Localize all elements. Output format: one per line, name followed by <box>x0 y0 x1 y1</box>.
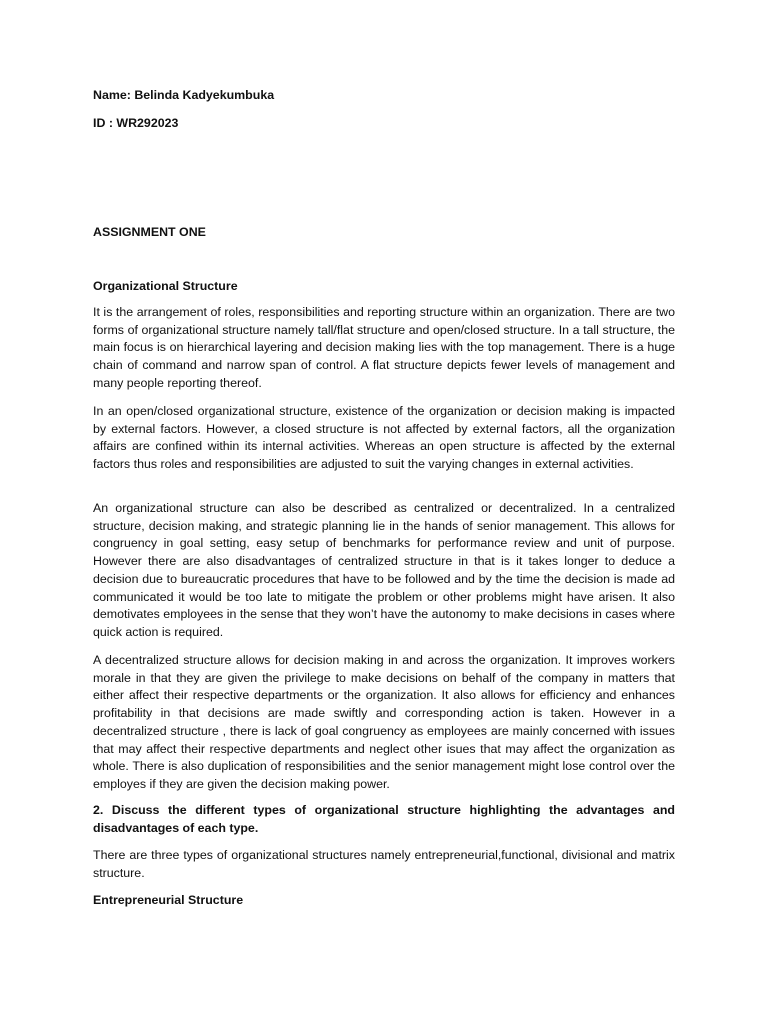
student-name: Name: Belinda Kadyekumbuka <box>93 88 275 102</box>
paragraph-centralized: An organizational structure can also be described as centralized or decentralized. In a centralized structure, decision making, and strategic planning lie in the hands of senior management. This allows for congruency in goal setting, easy setup of benchmarks for performance review and unit of purpose. However there are also disadvantages of centralized structure in that is it takes longer to deduce a decision due to bureaucratic procedures that have to be followed and by the time the decision is made ad communicated it would be too late to mitigate the problem or other problems might have arisen. It also demotivates employees in the sense that they won’t have the autonomy to make decisions in cases where quick action is required. <box>93 501 675 639</box>
paragraph-definition: It is the arrangement of roles, responsibilities and reporting structure within an organization. There are two forms of organizational structure namely tall/flat structure and open/closed structure. In a tall structure, the main focus is on hierarchical layering and decision making lies with the top management. There is a huge chain of command and narrow span of control. A flat structure depicts fewer levels of management and many people reporting thereof. <box>93 305 675 390</box>
paragraph-decentralized: A decentralized structure allows for decision making in and across the organization. It improves workers morale in that they are given the privilege to make decisions on behalf of the company in matters that either affect their respective departments or the organization. It also allows for efficiency and enhances profitability in that decisions are made swiftly and corresponding action is taken. However in a decentralized structure , there is lack of goal congruency as employees are mainly concerned with issues that may affect their respective departments and neglect other isues that may affect the organization as whole. There is also duplication of responsibilities and the senior management might lose control over the employes if they are given the decision making power. <box>93 653 675 791</box>
paragraph-open-closed: In an open/closed organizational structure, existence of the organization or decision making is impacted by external factors. However, a closed structure is not affected by external factors, all the organization affairs are confined within its internal activities. Whereas an open structure is affected by the external factors thus roles and responsibilities are adjusted to suit the varying changes in external activities. <box>93 404 675 472</box>
student-id: ID : WR292023 <box>93 116 179 130</box>
question-2-prompt: 2. Discuss the different types of organizational structure highlighting the advantages and disadvantages of each type. <box>93 803 675 835</box>
section-heading-organizational-structure: Organizational Structure <box>93 279 238 293</box>
assignment-title: ASSIGNMENT ONE <box>93 225 206 239</box>
subheading-entrepreneurial-structure: Entrepreneurial Structure <box>93 893 244 907</box>
question-2-answer-intro: There are three types of organizational structures namely entrepreneurial,functional, divisional and matrix structure. <box>93 848 675 880</box>
